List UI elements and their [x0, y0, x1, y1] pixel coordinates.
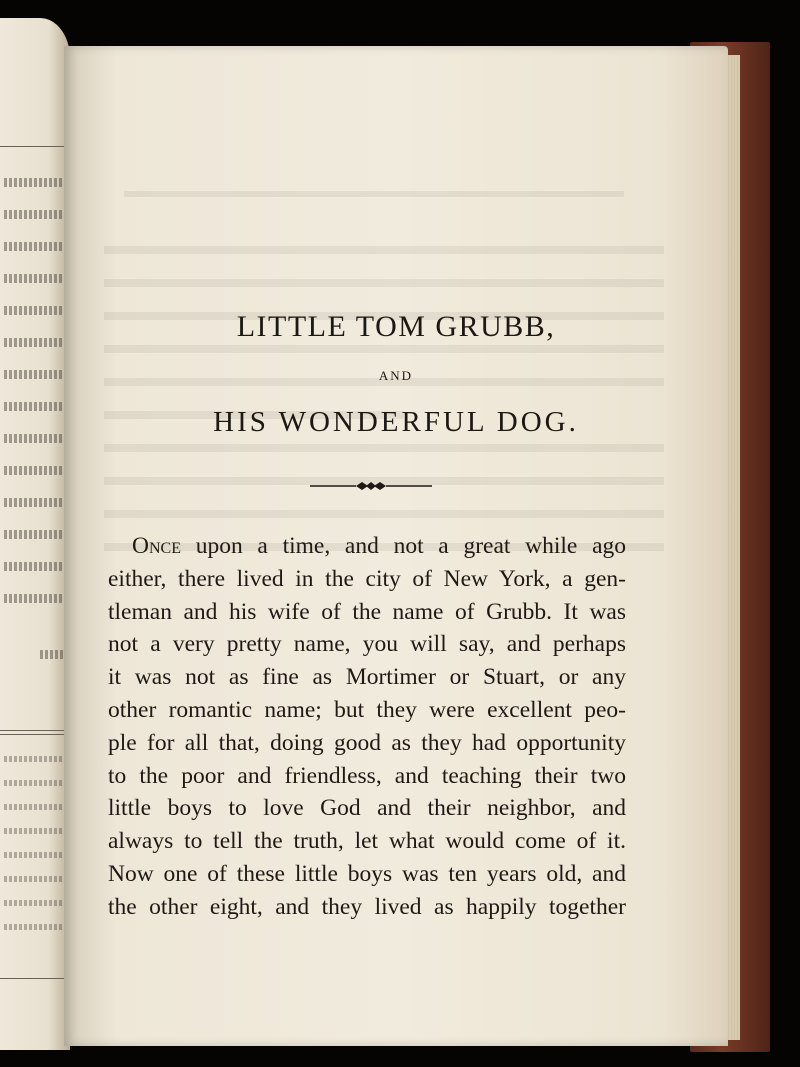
body-line: to the poor and friendless, and teaching their two	[108, 762, 626, 789]
chapter-title-line-2: HIS WONDERFUL DOG.	[213, 406, 579, 438]
ornamental-divider	[310, 479, 432, 493]
body-line: either, there lived in the city of New York, a gen-	[108, 565, 626, 592]
facing-page-text-line	[4, 370, 66, 379]
body-line: Now one of these little boys was ten years old, and	[108, 860, 626, 887]
facing-page-text-line	[4, 924, 66, 930]
facing-page-rule	[0, 730, 66, 731]
body-line: always to tell the truth, let what would come of it.	[108, 828, 626, 855]
opening-word: Once	[132, 533, 181, 559]
body-line: ple for all that, doing good as they had opportunity	[108, 729, 626, 756]
facing-page-text-line	[4, 306, 66, 315]
body-line	[108, 530, 626, 563]
body-line-text: upon a time, and not a great while ago	[195, 533, 626, 559]
chapter-title-line-1: LITTLE TOM GRUBB,	[236, 310, 556, 343]
facing-page-rule	[0, 734, 66, 735]
facing-page-text-line	[4, 852, 66, 858]
facing-page	[0, 18, 70, 1050]
facing-page-text-line	[40, 650, 66, 659]
facing-page-text-line	[4, 594, 66, 603]
facing-page-rule	[0, 146, 66, 147]
body-line: other romantic name; but they were excellent peo-	[108, 696, 626, 723]
chapter-title-conjunction: AND	[378, 368, 414, 383]
story-body-text	[108, 530, 626, 924]
facing-page-rule	[0, 978, 66, 979]
facing-page-text-line	[4, 210, 66, 219]
facing-page-text-line	[4, 876, 66, 882]
facing-page-text-line	[4, 804, 66, 810]
facing-page-text-line	[4, 900, 66, 906]
facing-page-text-line	[4, 780, 66, 786]
facing-page-text-line	[4, 434, 66, 443]
facing-page-text-line	[4, 274, 66, 283]
facing-page-text-line	[4, 402, 66, 411]
facing-page-text-line	[4, 338, 66, 347]
body-line: it was not as fine as Mortimer or Stuart, or any	[108, 664, 626, 691]
facing-page-text-line	[4, 828, 66, 834]
body-line: little boys to love God and their neighbor, and	[108, 795, 626, 822]
body-line: the other eight, and they lived as happily together	[108, 893, 626, 920]
facing-page-text-line	[4, 530, 66, 539]
facing-page-text-line	[4, 756, 66, 762]
facing-page-text-line	[4, 178, 66, 187]
facing-page-text-line	[4, 466, 66, 475]
body-line: tleman and his wife of the name of Grubb. It was	[108, 598, 626, 625]
facing-page-text-line	[4, 562, 66, 571]
facing-page-text-line	[4, 242, 66, 251]
facing-page-text-line	[4, 498, 66, 507]
body-line: not a very pretty name, you will say, and perhaps	[108, 631, 626, 658]
